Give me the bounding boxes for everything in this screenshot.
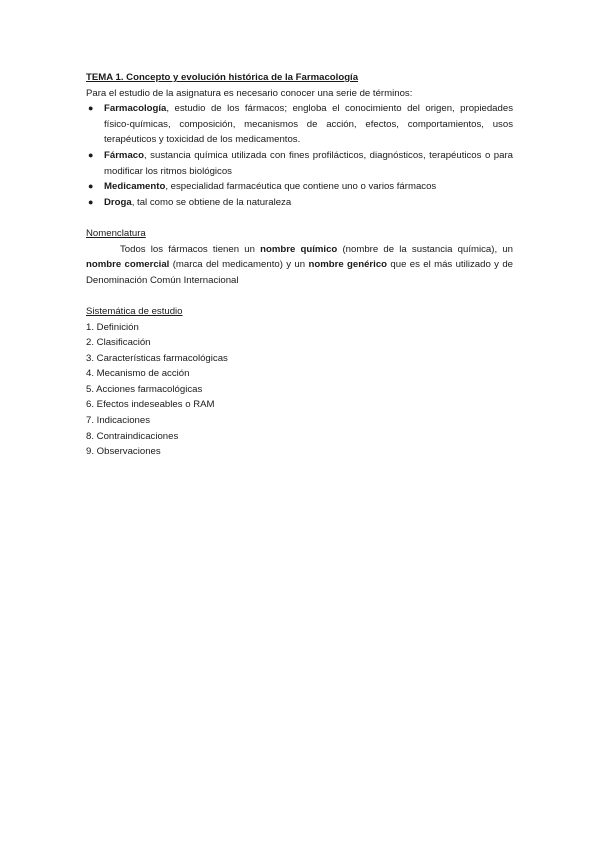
section-heading-sistematica: Sistemática de estudio	[86, 305, 183, 317]
list-item: 7. Indicaciones	[86, 415, 150, 427]
list-item: 4. Mecanismo de acción	[86, 368, 190, 380]
list-item: 2. Clasificación	[86, 337, 151, 349]
intro-text: Para el estudio de la asignatura es necesario conocer una serie de términos:	[86, 87, 413, 99]
term-label: Farmacología	[104, 103, 167, 115]
term-definition: , estudio de los fármacos; engloba el conocimiento del origen, propiedades físico-químicas, composición, mecanismos de acción, efectos, comportamientos, usos terapéuticos y toxicidad de los medicamentos.	[104, 103, 513, 146]
bold-run: nombre comercial	[86, 259, 170, 271]
spacer	[86, 210, 513, 226]
list-item: 9. Observaciones	[86, 446, 161, 458]
term-item-droga	[86, 195, 513, 211]
list-item: 5. Acciones farmacológicas	[86, 383, 203, 395]
bullet-icon: ●	[88, 181, 94, 192]
bullet-icon: ●	[88, 149, 94, 160]
text-run: (marca del medicamento) y un	[169, 259, 309, 271]
list-item: 3. Características farmacológicas	[86, 352, 228, 364]
text-run: Todos los fármacos tienen un	[120, 243, 261, 255]
term-label: Droga	[104, 196, 132, 208]
nomenclatura-paragraph	[86, 242, 513, 289]
term-item-farmacologia	[86, 101, 513, 148]
list-item: 1. Definición	[86, 321, 139, 333]
steps-list	[86, 320, 513, 460]
term-definition: , tal como se obtiene de la naturaleza	[131, 196, 292, 208]
term-label: Medicamento	[104, 181, 166, 193]
bullet-icon: ●	[88, 103, 94, 114]
bold-run: nombre genérico	[308, 259, 388, 271]
term-definition: , sustancia química utilizada con fines profilácticos, diagnósticos, terapéuticos o para modificar los ritmos biológicos	[104, 149, 513, 177]
page-title: TEMA 1. Concepto y evolución histórica de la Farmacología	[86, 72, 359, 83]
spacer	[86, 288, 513, 304]
terms-list	[86, 101, 513, 210]
text-run: (nombre de la sustancia química), un	[337, 243, 513, 255]
section-heading-nomenclatura: Nomenclatura	[86, 227, 146, 239]
list-item: 8. Contraindicaciones	[86, 430, 179, 442]
list-item: 6. Efectos indeseables o RAM	[86, 399, 215, 411]
term-item-farmaco	[86, 148, 513, 179]
term-item-medicamento	[86, 179, 513, 195]
term-label: Fármaco	[104, 149, 144, 161]
bullet-icon: ●	[88, 196, 94, 207]
term-definition: , especialidad farmacéutica que contiene uno o varios fármacos	[165, 181, 437, 193]
text-run: que es el más utilizado y de Denominación Común Internacional	[86, 259, 514, 286]
bold-run: nombre químico	[260, 243, 338, 255]
